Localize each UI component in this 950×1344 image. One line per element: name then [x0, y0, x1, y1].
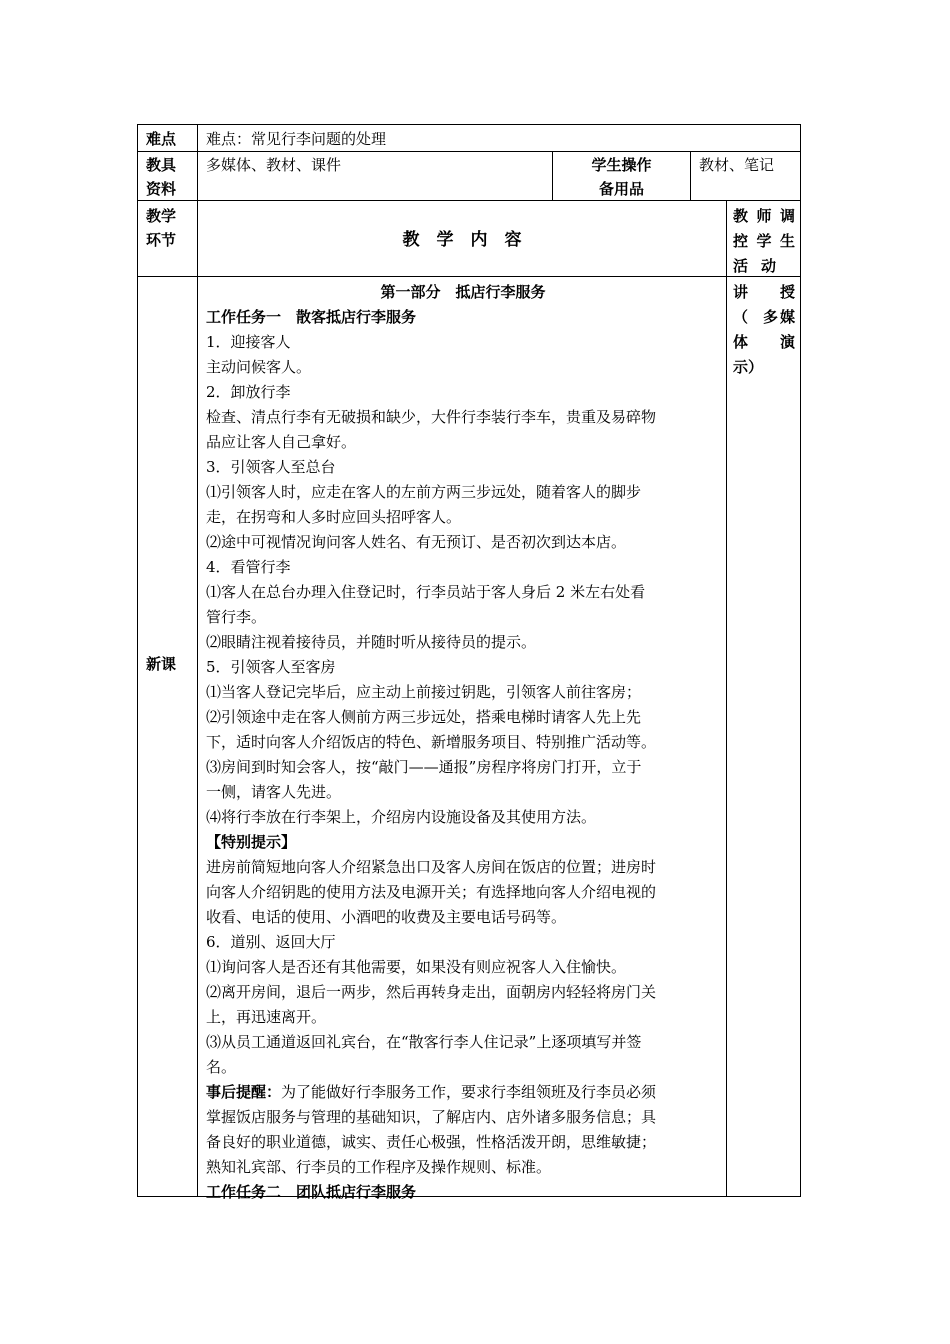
teacher-label-char: 教 [733, 207, 749, 225]
row-divider [137, 200, 801, 201]
teacher-label-char: 学 [756, 232, 772, 250]
content-line: 管行李。 [206, 608, 267, 626]
side-note-char: 演 [779, 333, 795, 351]
side-note-char: 授 [779, 283, 795, 301]
column-divider [197, 124, 198, 1197]
content-line: ⑴客人在总台办理入住登记时，行李员站于客人身后 2 米左右处看 [206, 583, 646, 601]
content-line: 3．引领客人至总台 [206, 458, 336, 476]
student-supplies-value: 教材、笔记 [699, 156, 775, 174]
side-note-char: 媒 [779, 308, 795, 326]
content-line: ⑵引领途中走在客人侧前方两三步远处，搭乘电梯时请客人先上先 [206, 708, 642, 726]
content-line: 1．迎接客人 [206, 333, 291, 351]
lesson-content [206, 280, 720, 1205]
side-note-char: 体 [733, 333, 749, 351]
row-divider [137, 276, 801, 277]
reminder-line [206, 1080, 720, 1105]
special-tip-title: 【特别提示】 [206, 833, 297, 851]
content-heading: 教 学 内 容 [402, 230, 522, 250]
column-divider [690, 151, 691, 200]
teacher-control-label [733, 204, 795, 279]
content-line: ⑶房间到时知会客人，按“敲门——通报”房程序将房门打开，立于 [206, 758, 642, 776]
content-line: ⑵途中可视情况询问客人姓名、有无预订、是否初次到达本店。 [206, 533, 627, 551]
content-line: 2．卸放行李 [206, 383, 291, 401]
teacher-label-char: 控 [733, 232, 749, 250]
content-line: 走，在拐弯和人多时应回头招呼客人。 [206, 508, 462, 526]
teacher-label-char: 调 [779, 207, 795, 225]
content-line: 一侧，请客人先进。 [206, 783, 342, 801]
reminder-label: 事后提醒： [206, 1083, 282, 1101]
content-line: ⑵眼睛注视着接待员，并随时听从接待员的提示。 [206, 633, 537, 651]
content-line: 熟知礼宾部、行李员的工作程序及操作规则、标准。 [206, 1158, 552, 1176]
side-note-char: 讲 [733, 283, 749, 301]
new-lesson-label: 新课 [146, 655, 177, 673]
content-line: ⑵离开房间，退后一两步，然后再转身走出，面朝房内轻轻将房门关 [206, 983, 657, 1001]
teaching-aids-label-line1: 教具 [146, 156, 177, 174]
content-line: 向客人介绍钥匙的使用方法及电源开关；有选择地向客人介绍电视的 [206, 883, 657, 901]
content-line: ⑴当客人登记完毕后，应主动上前接过钥匙，引领客人前往客房； [206, 683, 642, 701]
student-supplies-label-line2: 备用品 [598, 180, 644, 198]
content-line: ⑴引领客人时，应走在客人的左前方两三步远处，随着客人的脚步 [206, 483, 642, 501]
stage-label-line2: 环节 [146, 231, 177, 249]
content-line: 进房前简短地向客人介绍紧急出口及客人房间在饭店的位置；进房时 [206, 858, 657, 876]
teacher-label-char: 动 [761, 257, 777, 275]
content-line: 检查、清点行李有无破损和缺少，大件行李装行李车，贵重及易碎物 [206, 408, 657, 426]
side-note-char: 示） [733, 358, 764, 376]
student-supplies-label-line1: 学生操作 [591, 156, 652, 174]
column-divider [726, 200, 727, 1197]
difficulty-label: 难点 [146, 130, 177, 148]
teacher-label-char: 师 [756, 207, 772, 225]
content-line: 品应让客人自己拿好。 [206, 433, 357, 451]
content-line: 4．看管行李 [206, 558, 291, 576]
stage-label-line1: 教学 [146, 207, 177, 225]
content-line: 掌握饭店服务与管理的基础知识，了解店内、店外诸多服务信息；具 [206, 1108, 657, 1126]
teacher-label-char: 生 [779, 232, 795, 250]
content-line: 名。 [206, 1058, 237, 1076]
task-one-title: 工作任务一 散客抵店行李服务 [206, 308, 417, 326]
content-line: 下，适时向客人介绍饭店的特色、新增服务项目、特别推广活动等。 [206, 733, 657, 751]
content-line: 5．引领客人至客房 [206, 658, 336, 676]
content-line: ⑴询问客人是否还有其他需要，如果没有则应祝客人入住愉快。 [206, 958, 627, 976]
part-title: 第一部分 抵店行李服务 [380, 283, 546, 301]
content-line: 上，再迅速离开。 [206, 1008, 327, 1026]
row-divider [137, 151, 801, 152]
content-line: 6．道别、返回大厅 [206, 933, 336, 951]
teaching-aids-label-line2: 资料 [146, 180, 177, 198]
teacher-label-char: 活 [733, 257, 749, 275]
task-two-title: 工作任务二 团队抵店行李服务 [206, 1183, 417, 1201]
content-line: 收看、电话的使用、小酒吧的收费及主要电话号码等。 [206, 908, 567, 926]
content-line: 备良好的职业道德，诚实、责任心极强，性格活泼开朗，思维敏捷； [206, 1133, 657, 1151]
reminder-text: 为了能做好行李服务工作，要求行李组领班及行李员必须 [281, 1083, 657, 1101]
content-line: 主动问候客人。 [206, 358, 312, 376]
teaching-aids-value: 多媒体、教材、课件 [206, 156, 342, 174]
side-note-char: （ [733, 308, 749, 326]
teaching-method-note [733, 280, 795, 380]
content-line: ⑶从员工通道返回礼宾台，在“散客行李人住记录”上逐项填写并签 [206, 1033, 642, 1051]
side-note-char: 多 [762, 308, 778, 326]
difficulty-value: 难点：常见行李问题的处理 [206, 130, 387, 148]
content-line: ⑷将行李放在行李架上，介绍房内设施设备及其使用方法。 [206, 808, 597, 826]
